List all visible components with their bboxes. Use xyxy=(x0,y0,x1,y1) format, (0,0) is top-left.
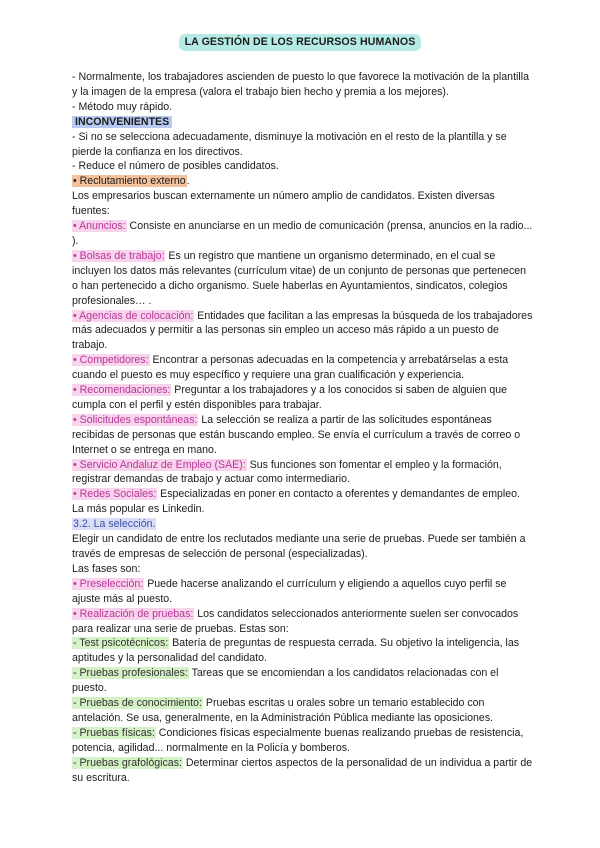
fase-label: • Preselección: xyxy=(73,577,144,590)
fase-text: Los candidatos seleccionados anteriormente suelen ser convocados para realizar una serie de pruebas. Estas son: xyxy=(72,607,519,635)
source-label: • Redes Sociales: xyxy=(73,488,157,501)
inconvenientes-heading-line xyxy=(72,115,534,130)
source-item xyxy=(72,487,534,517)
seleccion-heading: 3.2. La selección. xyxy=(73,518,156,531)
source-text: Preguntar a los trabajadores y a los conocidos si saben de alguien que cumpla con el perfil y estén disponibles para trabajar. xyxy=(72,384,508,411)
fase-item xyxy=(72,607,534,637)
source-label: • Bolsas de trabajo: xyxy=(73,249,165,262)
prueba-item xyxy=(72,636,534,666)
intro-paragraph-2: - Método muy rápido. xyxy=(72,100,173,113)
source-text: La selección se realiza a partir de las solicitudes espontáneas recibidas de personas que están buscando empleo. Se envía el currículum a través de correo o Internet o se entrega en mano. xyxy=(72,413,521,456)
externo-heading: • Reclutamiento externo xyxy=(73,175,186,188)
prueba-label: - Pruebas físicas: xyxy=(73,726,155,739)
source-label: • Recomendaciones: xyxy=(73,384,171,397)
source-item xyxy=(72,413,534,458)
source-label: • Agencias de colocación: xyxy=(73,309,194,322)
source-label: • Competidores: xyxy=(73,354,149,367)
prueba-label: - Test psicotécnicos: xyxy=(73,637,169,650)
source-text: Encontrar a personas adecuadas en la competencia y arrebatárselas a esta cuando el puesto es muy específico y requiere una gran cualificación y experiencia. xyxy=(72,354,509,382)
inconvenientes-paragraph-2: - Reduce el número de posibles candidatos. xyxy=(72,160,279,173)
source-item xyxy=(72,309,534,354)
page-title: LA GESTIÓN DE LOS RECURSOS HUMANOS xyxy=(179,34,422,51)
fase-text: Puede hacerse analizando el currículum y eligiendo a aquellos cuyo perfil se ajuste más al puesto. xyxy=(72,577,507,605)
prueba-item xyxy=(72,666,534,696)
fase-label: • Realización de pruebas: xyxy=(73,607,194,620)
prueba-item xyxy=(72,756,534,786)
source-text: Es un registro que mantiene un organismo determinado, en el cual se incluyen los datos más relevantes (currículum vitae) de un conjunto de personas que pertenecen o han pertenecido a dicho organismo. Suele haberlas en Ayuntamientos, sindicatos, colegios profesionales… . xyxy=(72,249,527,307)
seleccion-paragraph-1: Elegir un candidato de entre los reclutados mediante una serie de pruebas. Puede ser también a través de empresas de selección de personal (especializadas). xyxy=(72,533,526,560)
prueba-text: Batería de preguntas de respuesta cerrada. Su objetivo la inteligencia, las aptitudes y la personalidad del candidato. xyxy=(72,637,520,665)
source-item xyxy=(72,383,534,413)
source-label: • Solicitudes espontáneas: xyxy=(73,413,198,426)
externo-heading-line xyxy=(72,174,534,189)
source-item xyxy=(72,219,534,249)
source-text: Sus funciones son fomentar el empleo y la formación, registrar demandas de trabajo y actuar como intermediario. xyxy=(72,458,502,486)
prueba-text: Condiciones físicas especialmente buenas realizando pruebas de resistencia, potencia, agilidad... normalmente en la Policía y bomberos. xyxy=(72,726,524,754)
source-item xyxy=(72,249,534,309)
prueba-label: - Pruebas grafológicas: xyxy=(73,756,182,769)
prueba-text: Tareas que se encomiendan a los candidatos relacionadas con el puesto. xyxy=(72,667,499,695)
intro-paragraph-1: - Normalmente, los trabajadores ascienden de puesto lo que favorece la motivación de la plantilla y la imagen de la empresa (valora el trabajo bien hecho y premia a los mejores). xyxy=(72,71,529,98)
source-text: Entidades que facilitan a las empresas la búsqueda de los trabajadores más adecuados y permitir a las personas sin empleo un acceso más rápido a un puesto de trabajo. xyxy=(72,309,533,352)
seleccion-paragraph-2: Las fases son: xyxy=(72,562,141,575)
document-body xyxy=(72,70,534,786)
fase-item xyxy=(72,577,534,607)
source-label: • Servicio Andaluz de Empleo (SAE): xyxy=(73,458,246,471)
prueba-text: Determinar ciertos aspectos de la personalidad de un individua a partir de su escritura. xyxy=(72,756,533,784)
source-label: • Anuncios: xyxy=(73,220,126,233)
source-item xyxy=(72,353,534,383)
title-bar xyxy=(0,34,600,51)
externo-intro: Los empresarios buscan externamente un número amplio de candidatos. Existen diversas fuentes: xyxy=(72,190,495,218)
externo-heading-suffix: . xyxy=(186,175,190,188)
inconvenientes-paragraph-1: - Si no se selecciona adecuadamente, disminuye la motivación en el resto de la plantilla y se pierde la confianza en los directivos. xyxy=(72,130,507,158)
source-text: Consiste en anunciarse en un medio de comunicación (prensa, anuncios en la radio... ). xyxy=(72,220,533,247)
prueba-text: Pruebas escritas u orales sobre un temario establecido con antelación. Se usa, generalmente, en la Administración Pública mediante las oposiciones. xyxy=(72,697,494,724)
seleccion-heading-line xyxy=(72,517,534,532)
source-item xyxy=(72,458,534,488)
source-text: Especializadas en poner en contacto a oferentes y demandantes de empleo. La más popular es Linkedin. xyxy=(72,488,520,516)
inconvenientes-heading: INCONVENIENTES xyxy=(72,116,172,128)
prueba-item xyxy=(72,726,534,756)
prueba-label: - Pruebas profesionales: xyxy=(73,667,188,680)
prueba-label: - Pruebas de conocimiento: xyxy=(73,697,202,710)
prueba-item xyxy=(72,696,534,726)
